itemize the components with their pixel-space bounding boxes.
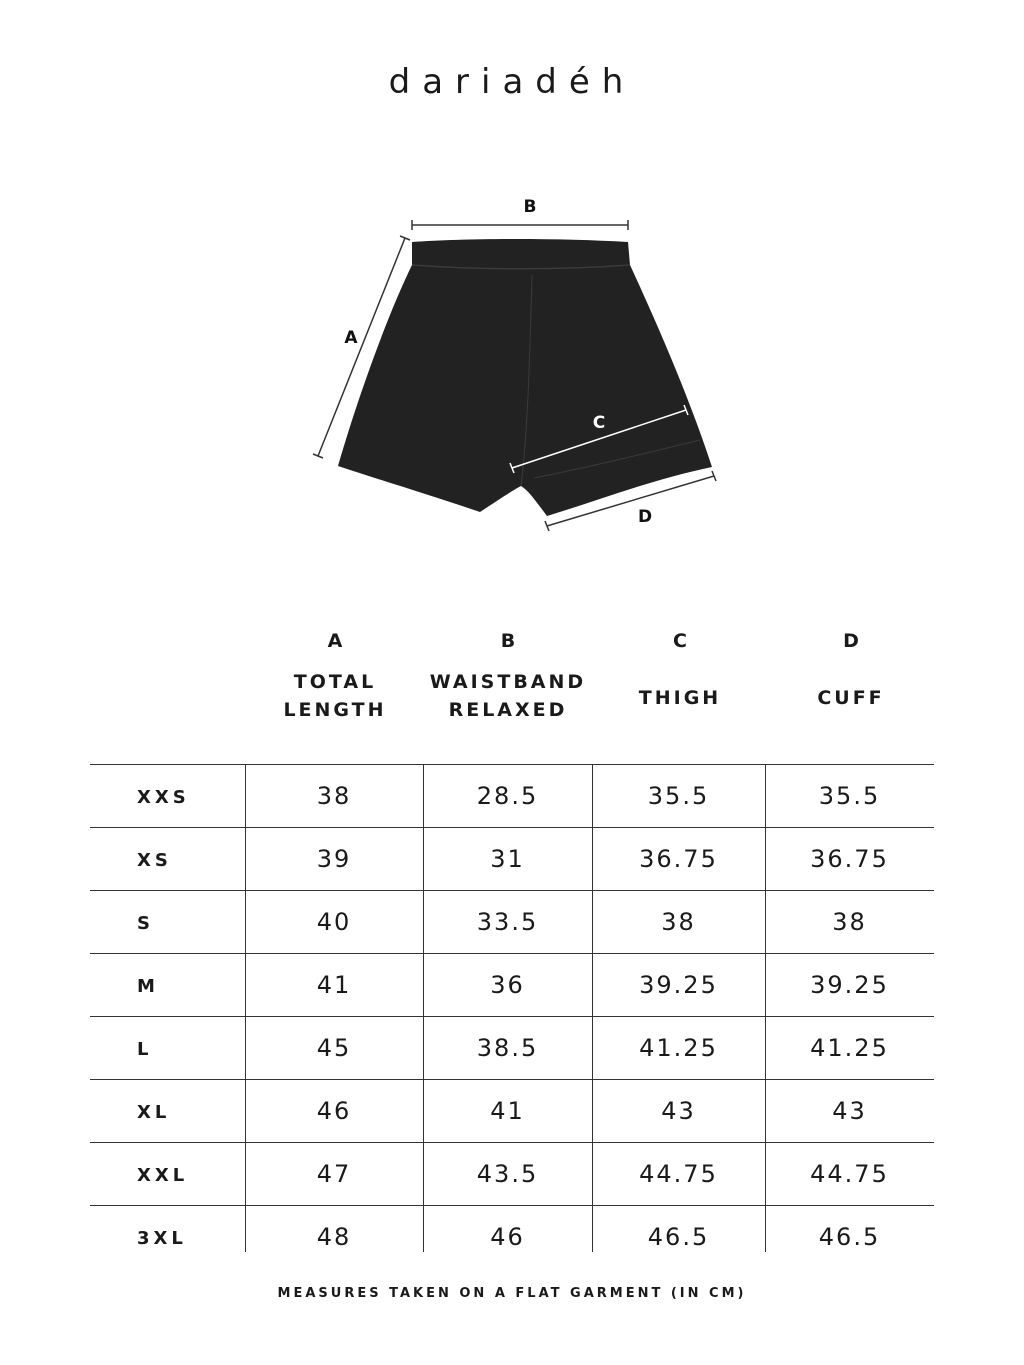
cell-c: 35.5	[647, 782, 710, 810]
col-b-header-line1: WAISTBAND	[429, 671, 587, 693]
size-label: XXS	[137, 787, 190, 808]
col-b-header	[418, 668, 598, 724]
col-c-letter: C	[673, 630, 687, 652]
col-a-header	[245, 668, 425, 724]
cell-d: 43	[832, 1097, 867, 1125]
size-label: S	[137, 913, 154, 934]
column-divider	[423, 764, 424, 1252]
cell-d: 41.25	[810, 1034, 889, 1062]
cell-d: 35.5	[818, 782, 881, 810]
size-label: 3XL	[137, 1228, 187, 1249]
cell-c: 38	[661, 908, 696, 936]
cell-b: 36	[490, 971, 525, 999]
cell-a: 38	[316, 782, 352, 810]
cell-a: 41	[316, 971, 352, 999]
col-a-header-line2: LENGTH	[283, 699, 387, 721]
col-c-header-line1: THIGH	[638, 687, 722, 709]
cell-d: 44.75	[810, 1160, 889, 1188]
column-divider	[765, 764, 766, 1252]
cell-c: 43	[661, 1097, 696, 1125]
table-row	[90, 1080, 934, 1143]
col-d-header	[761, 684, 941, 712]
table-row	[90, 1143, 934, 1206]
cell-b: 33.5	[476, 908, 539, 936]
cell-d: 39.25	[810, 971, 889, 999]
cell-b: 43.5	[476, 1160, 539, 1188]
shorts-diagram	[0, 0, 1024, 560]
cell-d: 38	[832, 908, 867, 936]
cell-b: 46	[490, 1223, 525, 1251]
cell-d: 46.5	[818, 1223, 881, 1251]
size-label: XL	[137, 1102, 171, 1123]
measure-c-label: C	[592, 413, 606, 433]
col-b-letter: B	[500, 630, 516, 652]
column-divider	[245, 764, 246, 1252]
measure-b-label: B	[523, 197, 537, 217]
col-a-header-line1: TOTAL	[293, 671, 377, 693]
cell-a: 46	[316, 1097, 352, 1125]
measure-d-label: D	[637, 507, 653, 527]
table-row	[90, 1206, 934, 1268]
cell-a: 40	[316, 908, 352, 936]
cell-c: 44.75	[639, 1160, 718, 1188]
cell-a: 39	[316, 845, 352, 873]
cell-c: 41.25	[639, 1034, 718, 1062]
col-d-header-line1: CUFF	[817, 687, 885, 709]
size-label: XXL	[137, 1165, 189, 1186]
cell-a: 45	[316, 1034, 352, 1062]
size-table	[90, 764, 934, 1268]
col-b-header-line2: RELAXED	[448, 699, 568, 721]
col-a-letter: A	[327, 630, 343, 652]
cell-b: 31	[490, 845, 525, 873]
table-row	[90, 1017, 934, 1080]
table-row	[90, 764, 934, 828]
cell-d: 36.75	[810, 845, 889, 873]
cell-a: 48	[316, 1223, 352, 1251]
cell-c: 36.75	[639, 845, 718, 873]
cell-b: 38.5	[476, 1034, 539, 1062]
col-c-header	[590, 684, 770, 712]
col-d-letter: D	[843, 630, 859, 652]
cell-b: 41	[490, 1097, 525, 1125]
column-divider	[592, 764, 593, 1252]
size-label: L	[137, 1039, 153, 1060]
cell-a: 47	[316, 1160, 352, 1188]
table-row	[90, 954, 934, 1017]
measure-a-label: A	[344, 328, 358, 348]
brand-logo: dariadéh	[388, 62, 636, 102]
cell-c: 46.5	[647, 1223, 710, 1251]
shorts-shape	[338, 239, 712, 516]
table-row	[90, 891, 934, 954]
size-label: XS	[137, 850, 172, 871]
footnote: MEASURES TAKEN ON A FLAT GARMENT (IN CM)	[277, 1286, 747, 1301]
size-label: M	[137, 976, 159, 997]
table-row	[90, 828, 934, 891]
cell-c: 39.25	[639, 971, 718, 999]
cell-b: 28.5	[476, 782, 539, 810]
